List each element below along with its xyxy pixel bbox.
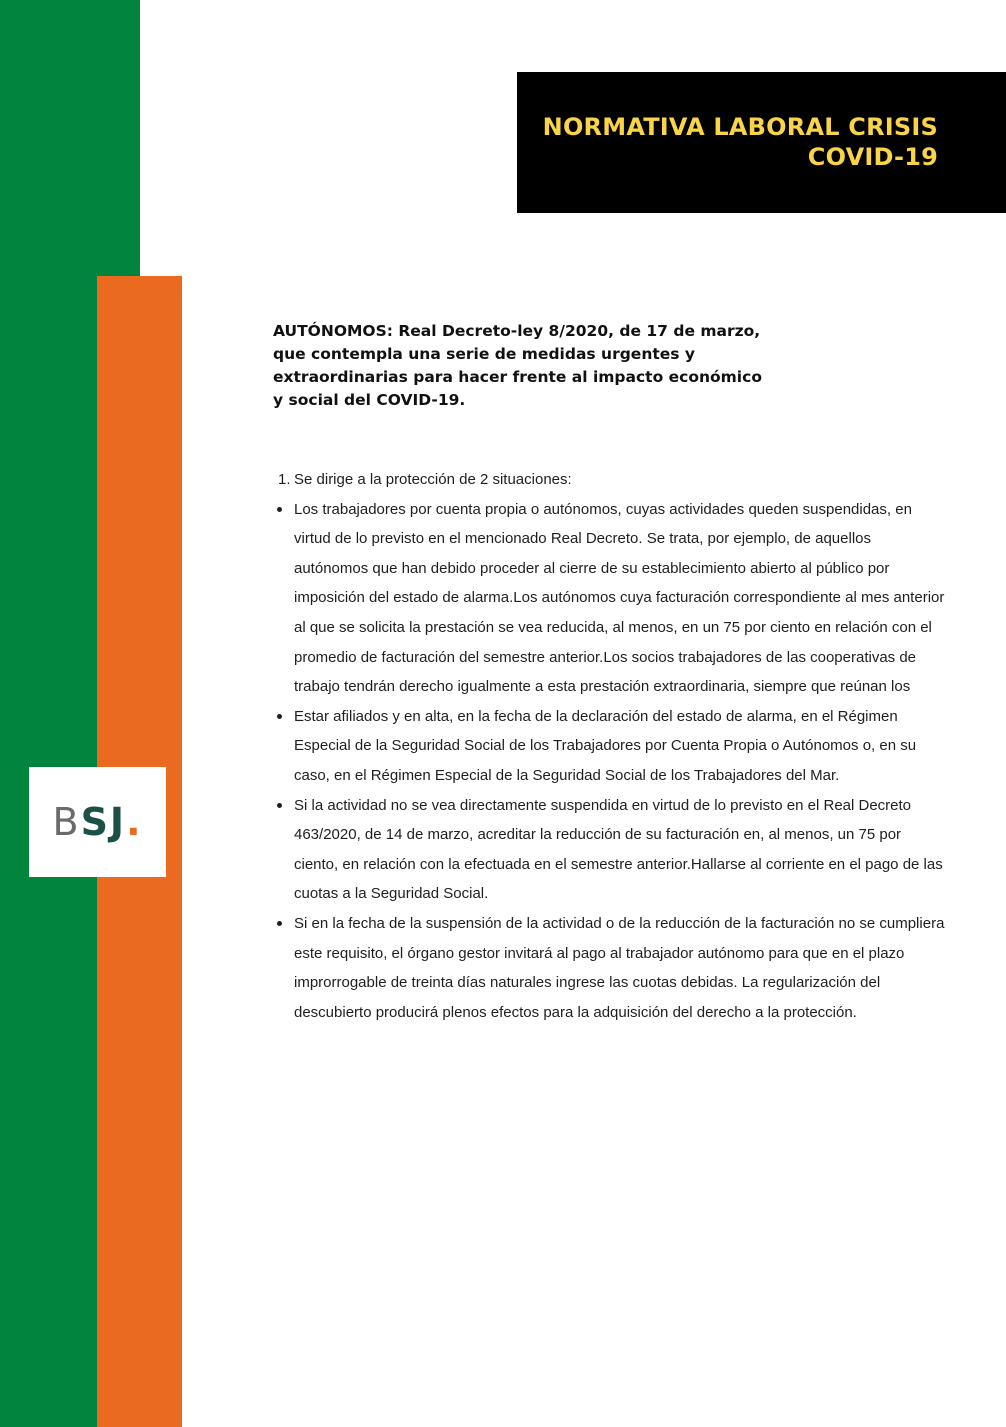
bullet-item-4 <box>278 909 948 1027</box>
logo-text <box>52 800 143 844</box>
logo-letters-sj: SJ <box>80 800 127 844</box>
bullet-item-1 <box>278 495 948 702</box>
title-line-2: COVID-19 <box>807 143 938 171</box>
logo-dot: . <box>126 800 143 844</box>
document-body <box>278 465 948 1027</box>
numbered-item <box>278 465 948 495</box>
document-heading: AUTÓNOMOS: Real Decreto-ley 8/2020, de 17 de marzo, que contempla una serie de medidas urgentes y extraordinarias para hacer frente al impacto económico y social del COVID-19. <box>273 322 762 409</box>
bullet-text: Estar afiliados y en alta, en la fecha de la declaración del estado de alarma, en el Régimen Especial de la Seguridad Social de los Trabajadores por Cuenta Propia o Autónomos o, en su caso, en el Régimen Especial de la Seguridad Social de los Trabajadores del Mar. <box>294 707 917 784</box>
bullet-text: Si la actividad no se vea directamente suspendida en virtud de lo previsto en el Real Decreto 463/2020, de 14 de marzo, acreditar la reducción de su facturación en, al menos, un 75 por ciento, en relación con la efectuada en el semestre anterior.Hallarse al corriente en el pago de las cuotas a la Seguridad Social. <box>294 796 943 903</box>
logo-letter-b: B <box>52 800 81 844</box>
bsj-logo <box>29 767 166 877</box>
bullet-text: Si en la fecha de la suspensión de la actividad o de la reducción de la facturación no se cumpliera este requisito, el órgano gestor invitará al pago al trabajador autónomo para que en el plazo improrrogable de treinta días naturales ingrese las cuotas debidas. La regularización del descubierto producirá plenos efectos para la adquisición del derecho a la protección. <box>294 914 945 1021</box>
bullet-item-2 <box>278 702 948 791</box>
bullet-item-3 <box>278 791 948 909</box>
title-line-1: NORMATIVA LABORAL CRISIS <box>542 113 938 141</box>
title-banner <box>517 72 1006 213</box>
item-intro: Se dirige a la protección de 2 situaciones: <box>294 471 572 488</box>
item-number: 1. <box>278 471 291 488</box>
bullet-text: Los trabajadores por cuenta propia o autónomos, cuyas actividades queden suspendidas, en virtud de lo previsto en el mencionado Real Decreto. Se trata, por ejemplo, de aquellos autónomos que han debido proceder al cierre de su establecimiento abierto al público por imposición del estado de alarma.Los autónomos cuya facturación correspondiente al mes anterior al que se solicita la prestación se vea reducida, al menos, en un 75 por ciento en relación con el promedio de facturación del semestre anterior.Los socios trabajadores de las cooperativas de trabajo tendrán derecho igualmente a esta prestación extraordinaria, siempre que reúnan los <box>294 500 945 696</box>
